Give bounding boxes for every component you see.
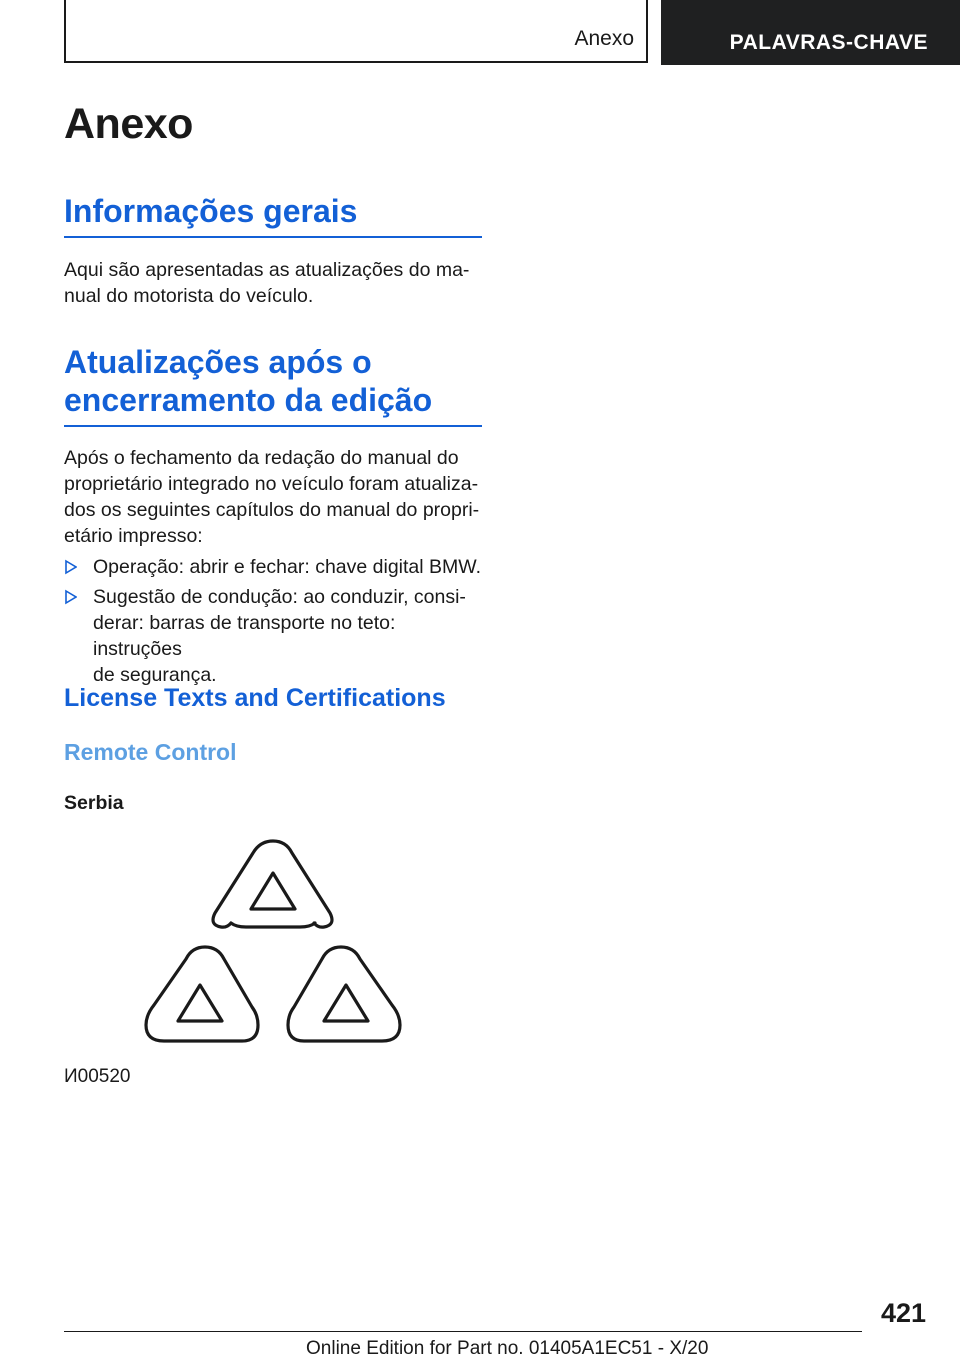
- header-keywords-tab[interactable]: [661, 0, 960, 65]
- list-item-line-1: Sugestão de condução: ao conduzir, consi‐: [93, 586, 466, 608]
- updates-line-4: etário impresso:: [64, 525, 203, 547]
- updates-title-line-1: Atualizações após o: [64, 344, 372, 380]
- general-info-line-2: nual do motorista do veículo.: [64, 285, 314, 307]
- section-title-general-info: Informações gerais: [64, 192, 482, 238]
- list-item-text: [93, 584, 483, 688]
- list-item: [64, 584, 482, 686]
- updates-title-line-2: encerramento da edição: [64, 382, 433, 418]
- chapter-title: Anexo: [64, 100, 193, 148]
- footer-divider: [64, 1331, 862, 1332]
- subsection-title-remote-control: Remote Control: [64, 739, 237, 765]
- updates-line-3: dos os seguintes capítulos do manual do propri‐: [64, 499, 480, 521]
- updates-line-2: proprietário integrado no veículo foram atualiza‐: [64, 473, 479, 495]
- serbian-conformity-mark-icon: [140, 835, 406, 1051]
- general-info-line-1: Aqui são apresentadas as atualizações do ma‐: [64, 259, 470, 281]
- header-keywords-label: PALAVRAS-CHAVE: [729, 31, 928, 54]
- list-item-line-2: derar: barras de transporte no teto: instruções: [93, 612, 396, 660]
- list-item: [64, 554, 482, 582]
- country-label: Serbia: [64, 792, 124, 814]
- footer-edition-text: Online Edition for Part no. 01405A1EC51 - X/20: [306, 1338, 709, 1359]
- header-section-label: Anexo: [574, 27, 634, 50]
- header-section-tab: [64, 0, 648, 63]
- triangle-right-icon: [64, 584, 78, 618]
- updates-paragraph: [64, 445, 482, 549]
- section-title-license: License Texts and Certifications: [64, 684, 446, 712]
- section-title-updates: [64, 343, 482, 427]
- page-number: 421: [880, 1298, 926, 1328]
- general-info-paragraph: [64, 257, 482, 309]
- list-item-line-3: de segurança.: [93, 664, 217, 686]
- updates-line-1: Após o fechamento da redação do manual do: [64, 447, 459, 469]
- list-item-text: Operação: abrir e fechar: chave digital BMW.: [93, 556, 482, 578]
- figure-code: И00520: [64, 1066, 131, 1087]
- triangle-right-icon: [64, 554, 78, 588]
